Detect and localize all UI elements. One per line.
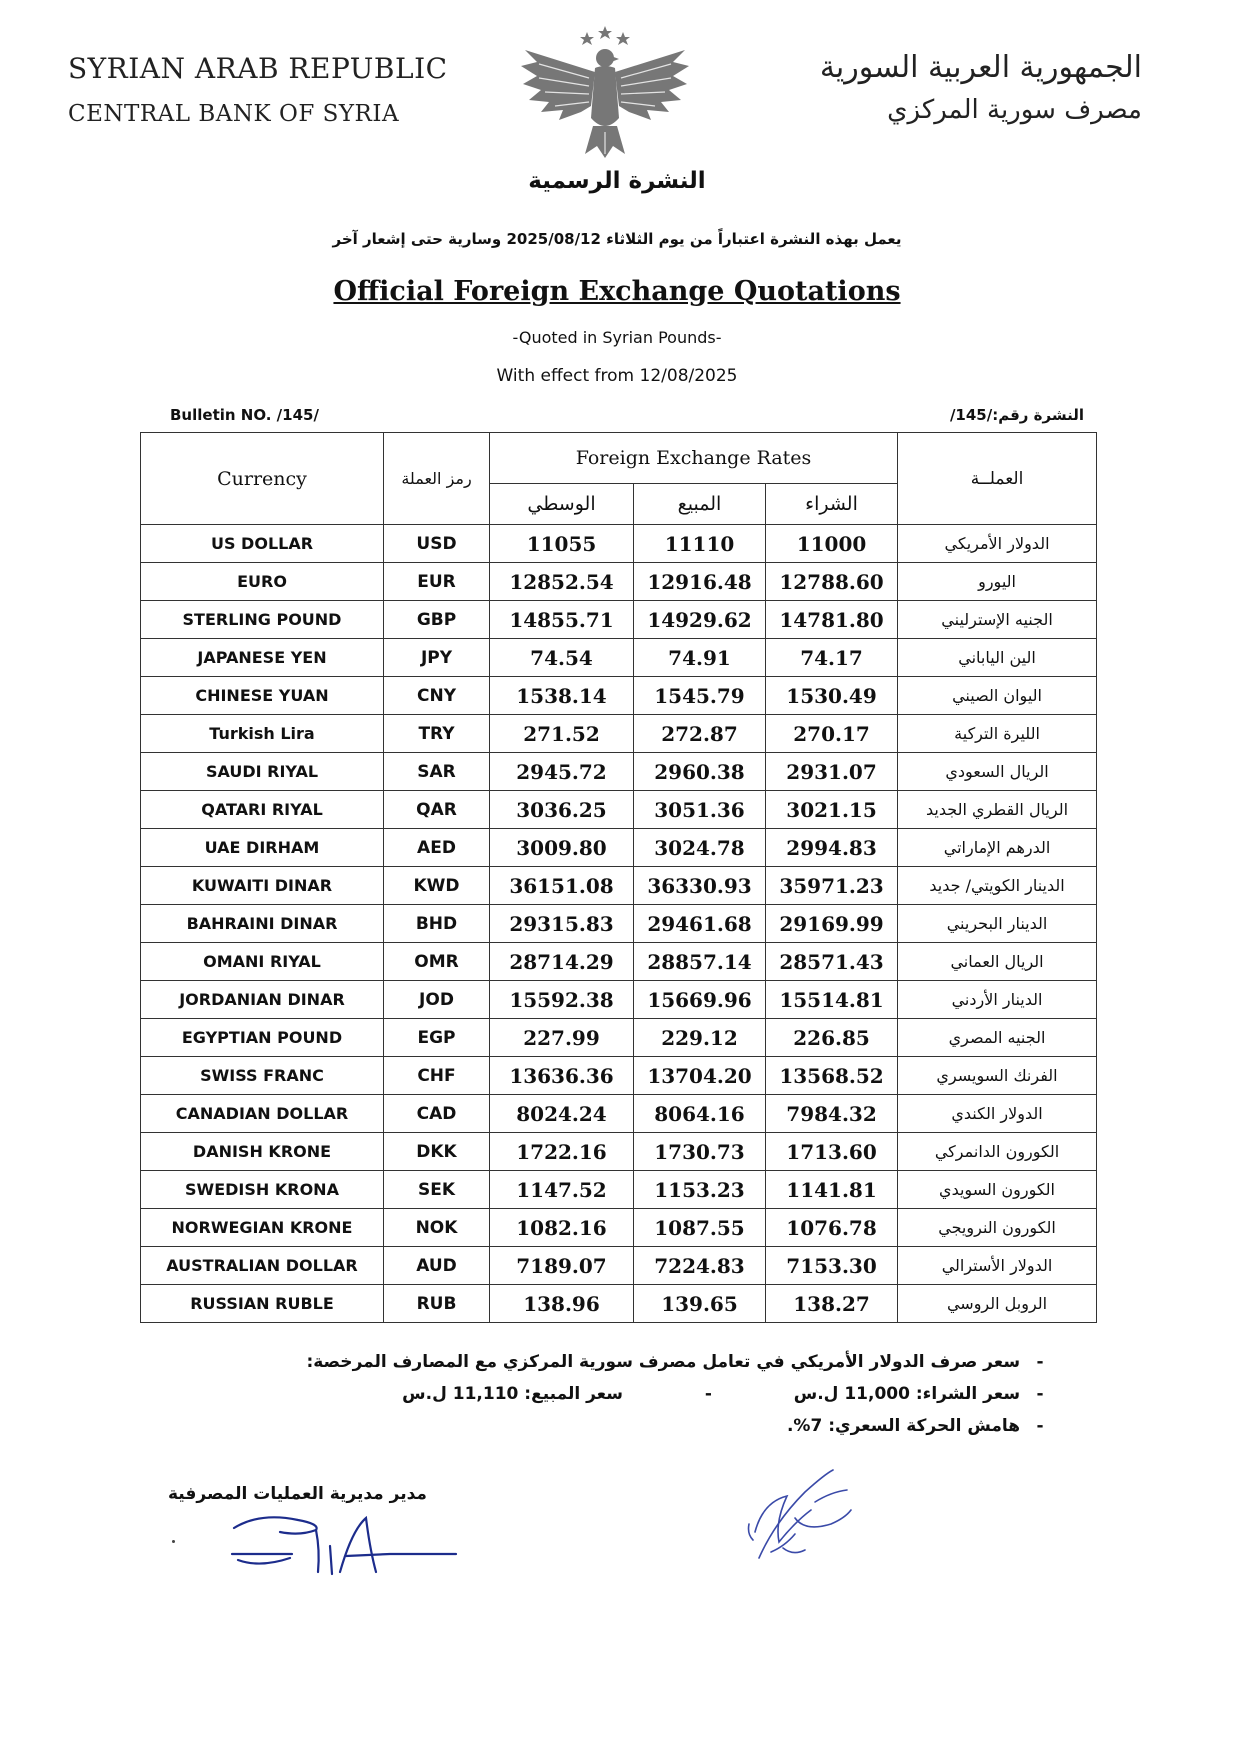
rate-sell: 12916.48 <box>634 563 766 601</box>
header-sell: المبيع <box>634 484 766 525</box>
rate-mid: 138.96 <box>490 1285 634 1323</box>
currency-code: EGP <box>384 1019 490 1057</box>
publication-title: النشرة الرسمية <box>528 168 706 194</box>
currency-code: NOK <box>384 1209 490 1247</box>
rate-sell: 11110 <box>634 525 766 563</box>
currency-name-en: SAUDI RIYAL <box>141 753 384 791</box>
currency-name-en: SWISS FRANC <box>141 1057 384 1095</box>
rate-sell: 28857.14 <box>634 943 766 981</box>
header-buy: الشراء <box>766 484 898 525</box>
rate-mid: 15592.38 <box>490 981 634 1019</box>
header-currency-ar: العملــة <box>898 433 1097 525</box>
rate-mid: 13636.36 <box>490 1057 634 1095</box>
table-row <box>141 1209 1097 1247</box>
letterhead-arabic <box>820 50 1142 125</box>
rate-sell: 2960.38 <box>634 753 766 791</box>
header-code: رمز العملة <box>384 433 490 525</box>
currency-name-en: DANISH KRONE <box>141 1133 384 1171</box>
table-row <box>141 753 1097 791</box>
rate-mid: 7189.07 <box>490 1247 634 1285</box>
rate-mid: 29315.83 <box>490 905 634 943</box>
rate-buy: 14781.80 <box>766 601 898 639</box>
table-row <box>141 715 1097 753</box>
currency-code: CAD <box>384 1095 490 1133</box>
rate-sell: 3051.36 <box>634 791 766 829</box>
currency-name-ar: الكورون السويدي <box>898 1171 1097 1209</box>
table-row <box>141 525 1097 563</box>
currency-name-ar: الريال العماني <box>898 943 1097 981</box>
rate-buy: 1076.78 <box>766 1209 898 1247</box>
rate-mid: 1538.14 <box>490 677 634 715</box>
rate-sell: 229.12 <box>634 1019 766 1057</box>
signature-director-icon <box>220 1510 470 1600</box>
rate-buy: 2994.83 <box>766 829 898 867</box>
currency-name-en: SWEDISH KRONA <box>141 1171 384 1209</box>
table-row <box>141 1095 1097 1133</box>
currency-name-en: STERLING POUND <box>141 601 384 639</box>
table-row <box>141 601 1097 639</box>
rate-buy: 3021.15 <box>766 791 898 829</box>
currency-name-en: EGYPTIAN POUND <box>141 1019 384 1057</box>
rate-mid: 3036.25 <box>490 791 634 829</box>
currency-name-en: CHINESE YUAN <box>141 677 384 715</box>
currency-name-ar: الين الياباني <box>898 639 1097 677</box>
note-margin: هامش الحركة السعري: 7%. <box>786 1416 1021 1436</box>
currency-name-en: RUSSIAN RUBLE <box>141 1285 384 1323</box>
signature-second-icon <box>735 1462 865 1572</box>
currency-name-ar: الروبل الروسي <box>898 1285 1097 1323</box>
currency-code: QAR <box>384 791 490 829</box>
table-row <box>141 867 1097 905</box>
currency-code: USD <box>384 525 490 563</box>
table-row <box>141 943 1097 981</box>
currency-code: SAR <box>384 753 490 791</box>
rate-mid: 3009.80 <box>490 829 634 867</box>
note-sell-rate: سعر المبيع: 11,110 ل.س <box>402 1384 623 1404</box>
currency-name-ar: الريال القطري الجديد <box>898 791 1097 829</box>
rate-sell: 139.65 <box>634 1285 766 1323</box>
note-dash: - <box>1036 1352 1044 1372</box>
letterhead-en-line2: CENTRAL BANK OF SYRIA <box>68 101 400 127</box>
currency-name-en: NORWEGIAN KRONE <box>141 1209 384 1247</box>
rate-mid: 36151.08 <box>490 867 634 905</box>
note-dash: - <box>1036 1416 1044 1436</box>
rate-mid: 1722.16 <box>490 1133 634 1171</box>
table-row <box>141 677 1097 715</box>
currency-name-en: CANADIAN DOLLAR <box>141 1095 384 1133</box>
table-row <box>141 1247 1097 1285</box>
rate-sell: 1153.23 <box>634 1171 766 1209</box>
rate-sell: 1730.73 <box>634 1133 766 1171</box>
currency-name-en: AUSTRALIAN DOLLAR <box>141 1247 384 1285</box>
currency-name-ar: الدولار الأسترالي <box>898 1247 1097 1285</box>
currency-name-ar: الجنيه الإسترليني <box>898 601 1097 639</box>
rate-mid: 74.54 <box>490 639 634 677</box>
currency-name-en: EURO <box>141 563 384 601</box>
currency-name-ar: الدولار الأمريكي <box>898 525 1097 563</box>
table-row <box>141 563 1097 601</box>
currency-name-ar: الكورون الدانمركي <box>898 1133 1097 1171</box>
ink-dot <box>172 1540 175 1543</box>
rate-sell: 15669.96 <box>634 981 766 1019</box>
rate-buy: 29169.99 <box>766 905 898 943</box>
rate-buy: 138.27 <box>766 1285 898 1323</box>
rate-buy: 1141.81 <box>766 1171 898 1209</box>
director-title: مدير مديرية العمليات المصرفية <box>168 1484 427 1504</box>
currency-code: CHF <box>384 1057 490 1095</box>
rate-mid: 227.99 <box>490 1019 634 1057</box>
rate-buy: 7984.32 <box>766 1095 898 1133</box>
rate-buy: 13568.52 <box>766 1057 898 1095</box>
rate-buy: 270.17 <box>766 715 898 753</box>
page-title: Official Foreign Exchange Quotations <box>333 276 901 307</box>
rate-sell: 272.87 <box>634 715 766 753</box>
letterhead-en-line1: SYRIAN ARAB REPUBLIC <box>68 52 448 85</box>
rate-mid: 271.52 <box>490 715 634 753</box>
publication-note: يعمل بهذه النشرة اعتباراً من يوم الثلاثاء 2025/08/12 وسارية حتى إشعار آخر <box>332 230 902 248</box>
rate-sell: 74.91 <box>634 639 766 677</box>
table-row <box>141 639 1097 677</box>
rate-mid: 12852.54 <box>490 563 634 601</box>
currency-name-en: UAE DIRHAM <box>141 829 384 867</box>
rates-table <box>140 432 1097 1323</box>
currency-name-ar: الدينار الكويتي/ جديد <box>898 867 1097 905</box>
rate-sell: 13704.20 <box>634 1057 766 1095</box>
currency-name-en: JORDANIAN DINAR <box>141 981 384 1019</box>
currency-name-ar: الليرة التركية <box>898 715 1097 753</box>
rate-mid: 8024.24 <box>490 1095 634 1133</box>
currency-code: RUB <box>384 1285 490 1323</box>
table-row <box>141 1285 1097 1323</box>
currency-name-en: QATARI RIYAL <box>141 791 384 829</box>
rate-buy: 12788.60 <box>766 563 898 601</box>
note-line-1 <box>306 1352 1054 1384</box>
currency-code: EUR <box>384 563 490 601</box>
rate-buy: 74.17 <box>766 639 898 677</box>
table-row <box>141 981 1097 1019</box>
bulletin-number-ar: النشرة رقم:/145/ <box>949 406 1084 424</box>
notes <box>306 1352 1054 1448</box>
currency-name-ar: الدينار الأردني <box>898 981 1097 1019</box>
currency-code: SEK <box>384 1171 490 1209</box>
rate-mid: 2945.72 <box>490 753 634 791</box>
effect-date: With effect from 12/08/2025 <box>496 366 738 386</box>
currency-name-ar: الدرهم الإماراتي <box>898 829 1097 867</box>
rate-mid: 11055 <box>490 525 634 563</box>
currency-code: JOD <box>384 981 490 1019</box>
table-row <box>141 1133 1097 1171</box>
currency-code: AED <box>384 829 490 867</box>
note-buy-rate: سعر الشراء: 11,000 ل.س <box>793 1384 1021 1404</box>
subtitle: -Quoted in Syrian Pounds- <box>512 328 722 347</box>
letterhead-ar-line2: مصرف سورية المركزي <box>887 95 1142 125</box>
rate-mid: 14855.71 <box>490 601 634 639</box>
currency-name-en: Turkish Lira <box>141 715 384 753</box>
table-row <box>141 1171 1097 1209</box>
note-usd-rate: سعر صرف الدولار الأمريكي في تعامل مصرف سورية المركزي مع المصارف المرخصة: <box>306 1352 1021 1372</box>
rate-mid: 28714.29 <box>490 943 634 981</box>
rate-buy: 1713.60 <box>766 1133 898 1171</box>
rate-sell: 29461.68 <box>634 905 766 943</box>
rate-sell: 8064.16 <box>634 1095 766 1133</box>
currency-name-ar: اليورو <box>898 563 1097 601</box>
currency-code: TRY <box>384 715 490 753</box>
header-rates-group: Foreign Exchange Rates <box>490 433 898 484</box>
rate-sell: 7224.83 <box>634 1247 766 1285</box>
note-line-2 <box>306 1384 1054 1416</box>
table-row <box>141 1057 1097 1095</box>
currency-name-ar: الريال السعودي <box>898 753 1097 791</box>
currency-name-en: BAHRAINI DINAR <box>141 905 384 943</box>
currency-code: DKK <box>384 1133 490 1171</box>
rate-sell: 3024.78 <box>634 829 766 867</box>
rate-mid: 1082.16 <box>490 1209 634 1247</box>
rate-buy: 15514.81 <box>766 981 898 1019</box>
note-dash-inline: - <box>704 1384 712 1404</box>
rate-sell: 36330.93 <box>634 867 766 905</box>
rate-sell: 1087.55 <box>634 1209 766 1247</box>
rate-buy: 1530.49 <box>766 677 898 715</box>
table-row <box>141 829 1097 867</box>
header-mid: الوسطي <box>490 484 634 525</box>
letterhead-english <box>68 52 448 127</box>
currency-name-ar: الكورون النرويجي <box>898 1209 1097 1247</box>
currency-name-en: US DOLLAR <box>141 525 384 563</box>
note-dash: - <box>1036 1384 1044 1404</box>
rate-buy: 35971.23 <box>766 867 898 905</box>
currency-name-en: KUWAITI DINAR <box>141 867 384 905</box>
rate-buy: 2931.07 <box>766 753 898 791</box>
currency-name-ar: الجنيه المصري <box>898 1019 1097 1057</box>
table-row <box>141 905 1097 943</box>
header-currency: Currency <box>141 433 384 525</box>
currency-code: AUD <box>384 1247 490 1285</box>
currency-code: GBP <box>384 601 490 639</box>
currency-code: OMR <box>384 943 490 981</box>
currency-name-ar: الدولار الكندي <box>898 1095 1097 1133</box>
letterhead-ar-line1: الجمهورية العربية السورية <box>819 50 1142 85</box>
rate-mid: 1147.52 <box>490 1171 634 1209</box>
currency-name-en: OMANI RIYAL <box>141 943 384 981</box>
currency-name-ar: اليوان الصيني <box>898 677 1097 715</box>
currency-name-en: JAPANESE YEN <box>141 639 384 677</box>
note-line-3 <box>306 1416 1054 1448</box>
rate-sell: 1545.79 <box>634 677 766 715</box>
currency-code: BHD <box>384 905 490 943</box>
currency-name-ar: الفرنك السويسري <box>898 1057 1097 1095</box>
table-row <box>141 791 1097 829</box>
rate-buy: 11000 <box>766 525 898 563</box>
rate-buy: 226.85 <box>766 1019 898 1057</box>
bulletin-number-en: Bulletin NO. /145/ <box>170 406 319 424</box>
rate-sell: 14929.62 <box>634 601 766 639</box>
rate-buy: 7153.30 <box>766 1247 898 1285</box>
rate-buy: 28571.43 <box>766 943 898 981</box>
currency-name-ar: الدينار البحريني <box>898 905 1097 943</box>
rates-body <box>141 525 1097 1323</box>
eagle-emblem-icon <box>515 22 695 162</box>
currency-code: KWD <box>384 867 490 905</box>
currency-code: CNY <box>384 677 490 715</box>
currency-code: JPY <box>384 639 490 677</box>
table-row <box>141 1019 1097 1057</box>
